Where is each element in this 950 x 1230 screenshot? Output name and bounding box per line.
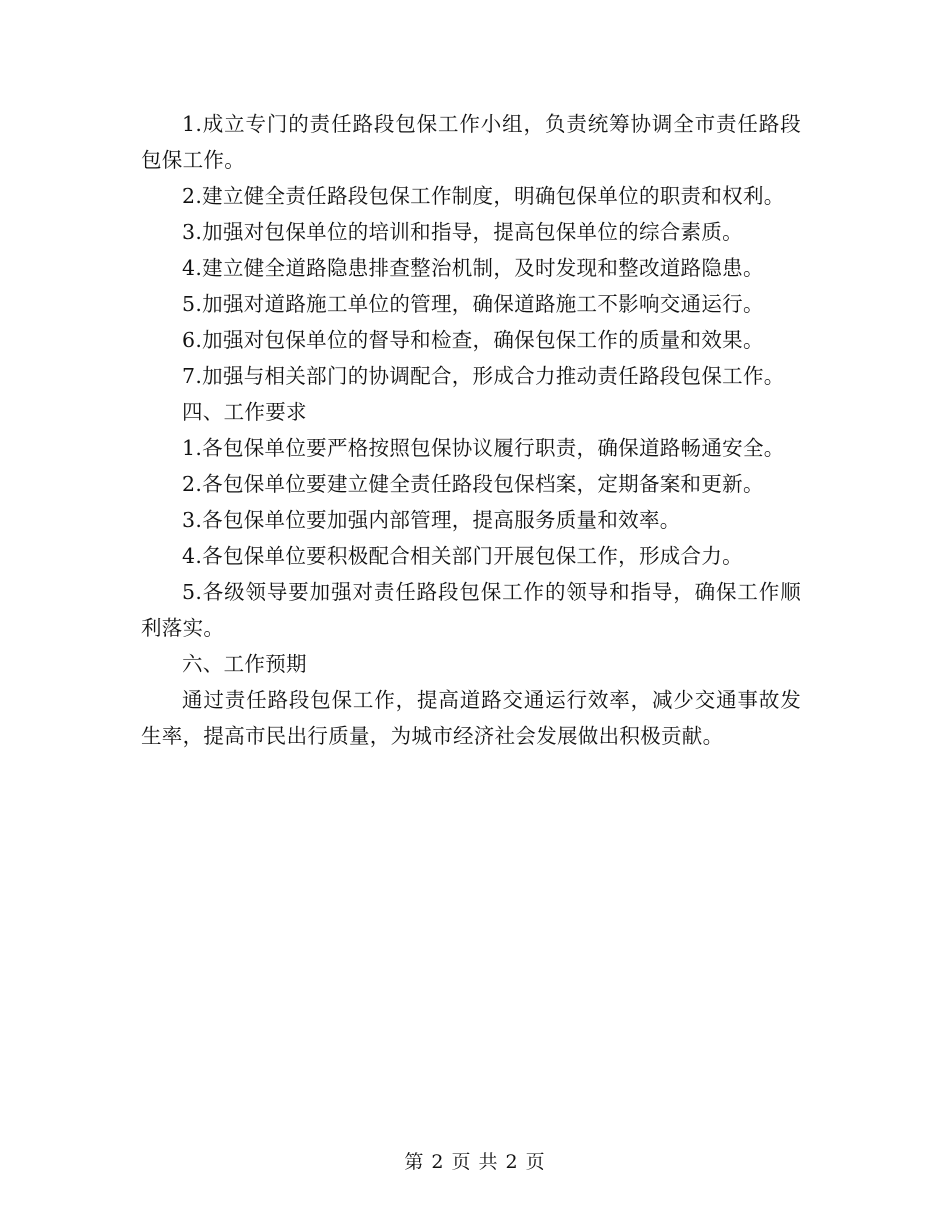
paragraph: 3.各包保单位要加强内部管理，提高服务质量和效率。 [182, 508, 681, 532]
paragraph: 7.加强与相关部门的协调配合，形成合力推动责任路段包保工作。 [182, 364, 785, 388]
paragraph: 2.各包保单位要建立健全责任路段包保档案，定期备案和更新。 [182, 472, 764, 496]
paragraph: 2.建立健全责任路段包保工作制度，明确包保单位的职责和权利。 [182, 184, 785, 208]
paragraph: 5.各级领导要加强对责任路段包保工作的领导和指导，确保工作顺利落实。 [141, 580, 801, 640]
section-heading: 六、工作预期 [182, 652, 307, 676]
document-body [141, 106, 801, 754]
paragraph: 6.加强对包保单位的督导和检查，确保包保工作的质量和效果。 [182, 328, 764, 352]
paragraph: 5.加强对道路施工单位的管理，确保道路施工不影响交通运行。 [182, 292, 764, 316]
section-heading: 四、工作要求 [182, 400, 307, 424]
paragraph: 4.建立健全道路隐患排查整治机制，及时发现和整改道路隐患。 [182, 256, 764, 280]
paragraph: 通过责任路段包保工作，提高道路交通运行效率，减少交通事故发生率，提高市民出行质量，为城市经济社会发展做出积极贡献。 [141, 688, 801, 748]
paragraph: 4.各包保单位要积极配合相关部门开展包保工作，形成合力。 [182, 544, 743, 568]
paragraph: 1.各包保单位要严格按照包保协议履行职责，确保道路畅通安全。 [182, 436, 785, 460]
paragraph: 1.成立专门的责任路段包保工作小组，负责统筹协调全市责任路段包保工作。 [141, 112, 801, 172]
paragraph: 3.加强对包保单位的培训和指导，提高包保单位的综合素质。 [182, 220, 743, 244]
page-footer: 第 2 页 共 2 页 [404, 1151, 546, 1173]
